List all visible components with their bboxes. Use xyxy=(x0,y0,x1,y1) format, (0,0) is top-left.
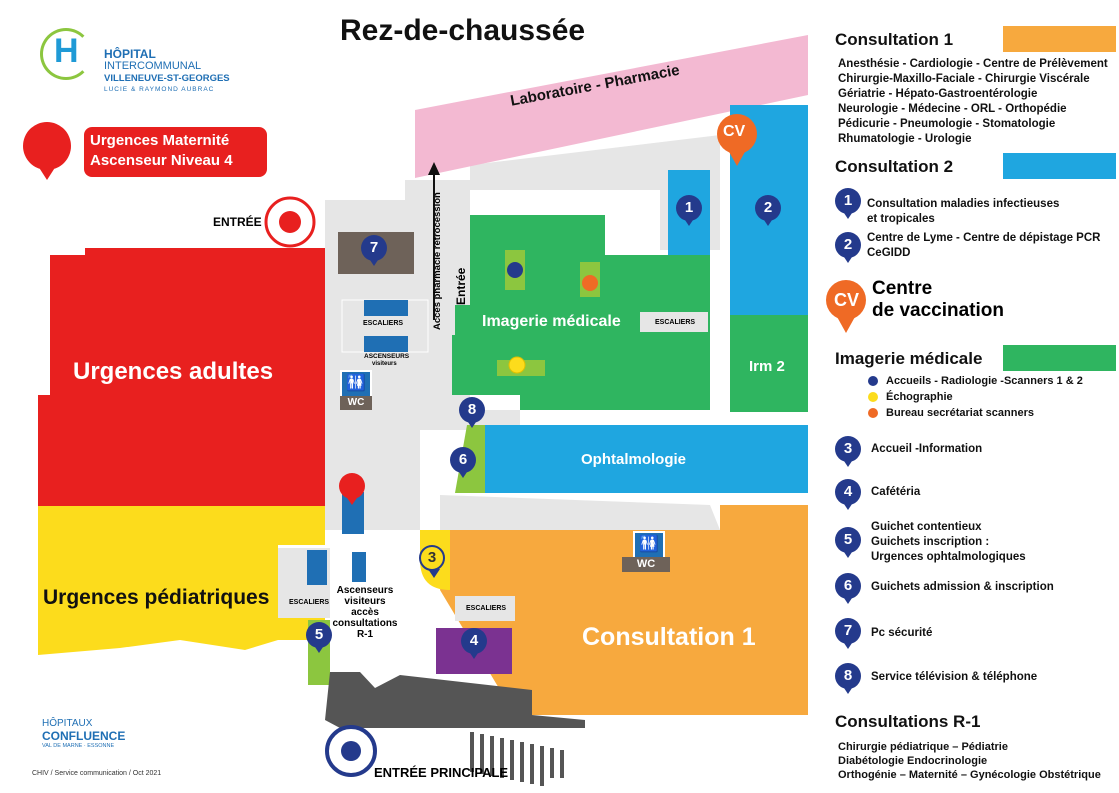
ascenseurs-r1-label xyxy=(330,585,400,640)
urgences-maternite-line2: Ascenseur Niveau 4 xyxy=(90,152,233,169)
legend-item2-line1: Centre de Lyme - Centre de dépistage PCR xyxy=(867,232,1101,244)
asc-r1-line5: R-1 xyxy=(356,629,374,640)
marker-5: 5 xyxy=(306,622,332,648)
legend-badge-1: 1 xyxy=(835,188,861,214)
urgences-maternite-pin-icon xyxy=(23,122,71,180)
imagerie-label: Imagerie médicale xyxy=(482,313,621,330)
cv-legend-line2: de vaccination xyxy=(872,300,1004,321)
toilets-icon-2: 🚻 xyxy=(633,531,665,559)
legend-item6: Guichets admission & inscription xyxy=(871,581,1054,593)
consultation1-line1: Anesthésie - Cardiologie - Centre de Prélèvement xyxy=(838,58,1108,70)
logo-line1: HÔPITAL xyxy=(104,47,156,61)
legend-r1-heading: Consultations R-1 xyxy=(835,712,981,731)
asc-r1-line4: consultations xyxy=(332,618,398,629)
r1-line1: Chirurgie pédiatrique – Pédiatrie xyxy=(838,741,1008,753)
asc-r1-line3: accès xyxy=(351,607,379,618)
ascenseurs-visiteurs-label: ASCENSEURS xyxy=(364,353,410,360)
legend-item2-line2: CeGIDD xyxy=(867,247,911,259)
wc-label-2: WC xyxy=(622,557,670,572)
cv-legend-pin-icon xyxy=(836,315,856,333)
urgences-pediatriques-label: Urgences pédiatriques xyxy=(43,586,270,609)
hospital-logo-icon: H xyxy=(40,28,100,80)
secretariat-scanners-dot-icon xyxy=(582,275,598,291)
legend-badge-5: 5 xyxy=(835,527,861,553)
laboratoire-label: Laboratoire - Pharmacie xyxy=(509,61,681,110)
escaliers-label-1: ESCALIERS xyxy=(363,320,404,327)
consultation1-line6: Rhumatologie - Urologie xyxy=(838,133,972,145)
legend-badge-8: 8 xyxy=(835,663,861,689)
imagerie-swatch xyxy=(1003,345,1116,371)
acces-pharmacie-label: Accès pharmacie rétrocession xyxy=(432,192,443,330)
escaliers-label-2: ESCALIERS xyxy=(289,599,330,606)
consultation1-line2: Chirurgie-Maxillo-Faciale - Chirurgie Viscérale xyxy=(838,73,1090,85)
urgences-adultes-label: Urgences adultes xyxy=(73,358,274,385)
legend-dot-scanners-icon xyxy=(868,408,878,418)
entree-principale-label: ENTRÉE PRINCIPALE xyxy=(374,765,509,780)
asc-r1-line2: visiteurs xyxy=(344,596,386,607)
visiteurs-label: visiteurs xyxy=(372,361,397,367)
legend-item7: Pc sécurité xyxy=(871,627,933,639)
logo-line2: INTERCOMMUNAL xyxy=(104,60,202,72)
footer-logo-line3: VAL DE MARNE · ESSONNE xyxy=(42,743,115,749)
ophtalmologie-label: Ophtalmologie xyxy=(581,451,686,468)
legend-item5-line1: Guichet contentieux xyxy=(871,521,982,533)
logo-line3: VILLENEUVE-ST-GEORGES xyxy=(104,73,230,84)
marker-4: 4 xyxy=(461,628,487,654)
legend-consultation2-heading: Consultation 2 xyxy=(835,157,954,176)
logo-line4: LUCIE & RAYMOND AUBRAC xyxy=(104,86,215,93)
legend-badge-2: 2 xyxy=(835,232,861,258)
imagerie-item3: Bureau secrétariat scanners xyxy=(886,407,1034,419)
legend-badge-6: 6 xyxy=(835,573,861,599)
entree-label: ENTRÉE xyxy=(213,215,262,229)
page-title: Rez-de-chaussée xyxy=(340,14,586,47)
imagerie-item1: Accueils - Radiologie -Scanners 1 & 2 xyxy=(886,375,1083,387)
marker-3: 3 xyxy=(419,545,445,571)
asc-r1-line1: Ascenseurs xyxy=(336,585,394,596)
legend-item4: Cafétéria xyxy=(871,486,921,498)
legend-badge-3: 3 xyxy=(835,436,861,462)
footer-logo-line2: CONFLUENCE xyxy=(42,729,126,743)
consultation1-swatch xyxy=(1003,26,1116,52)
footer-logo-line1: HÔPITAUX xyxy=(42,718,93,729)
r1-line2: Diabétologie Endocrinologie xyxy=(838,755,988,767)
urgences-maternite-line1: Urgences Maternité xyxy=(90,132,230,149)
legend-item5-line3: Urgences ophtalmologiques xyxy=(871,551,1026,563)
marker-7: 7 xyxy=(361,235,387,261)
escaliers-label-3: ESCALIERS xyxy=(466,605,507,612)
legend-dot-echographie-icon xyxy=(868,392,878,402)
legend-item1-line2: et tropicales xyxy=(867,213,935,225)
legend-item1-line1: Consultation maladies infectieuses xyxy=(867,198,1060,210)
consultation1-line4: Neurologie - Médecine - ORL - Orthopédie xyxy=(838,103,1067,115)
credit: CHIV / Service communication / Oct 2021 xyxy=(32,770,162,777)
legend-consultation1-heading: Consultation 1 xyxy=(835,30,954,49)
imagerie-item2: Échographie xyxy=(886,391,953,403)
legend-imagerie-heading: Imagerie médicale xyxy=(835,349,983,368)
echographie-dot-icon xyxy=(509,357,525,373)
legend-badge-7: 7 xyxy=(835,618,861,644)
escaliers-label-4: ESCALIERS xyxy=(655,319,696,326)
accueil-radiologie-dot-icon xyxy=(507,262,523,278)
marker-1: 1 xyxy=(676,195,702,221)
legend-item3: Accueil -Information xyxy=(871,443,983,455)
legend-item8: Service télévision & téléphone xyxy=(871,671,1038,683)
legend-item5-line2: Guichets inscription : xyxy=(871,536,990,548)
entree-imagerie-label: Entrée xyxy=(454,267,468,305)
marker-6: 6 xyxy=(450,447,476,473)
marker-2: 2 xyxy=(755,195,781,221)
r1-line3: Orthogénie – Maternité – Gynécologie Obstétrique xyxy=(838,769,1101,781)
consultation2-swatch xyxy=(1003,153,1116,179)
legend-badge-4: 4 xyxy=(835,479,861,505)
urgences-maternite-box xyxy=(84,127,267,177)
consultation1-line3: Gériatrie - Hépato-Gastroentérologie xyxy=(838,88,1038,100)
cv-map-label: CV xyxy=(723,123,746,140)
toilets-icon: 🚻 xyxy=(340,370,372,398)
cv-legend-line1: Centre xyxy=(872,278,933,299)
wc-label-1: WC xyxy=(340,396,372,410)
marker-8: 8 xyxy=(459,397,485,423)
legend-dot-accueils-icon xyxy=(868,376,878,386)
irm-label: Irm 2 xyxy=(749,358,785,375)
cv-legend-badge: CV xyxy=(834,290,860,310)
consultation1-map-label: Consultation 1 xyxy=(582,623,756,651)
consultation1-line5: Pédicurie - Pneumologie - Stomatologie xyxy=(838,118,1056,130)
